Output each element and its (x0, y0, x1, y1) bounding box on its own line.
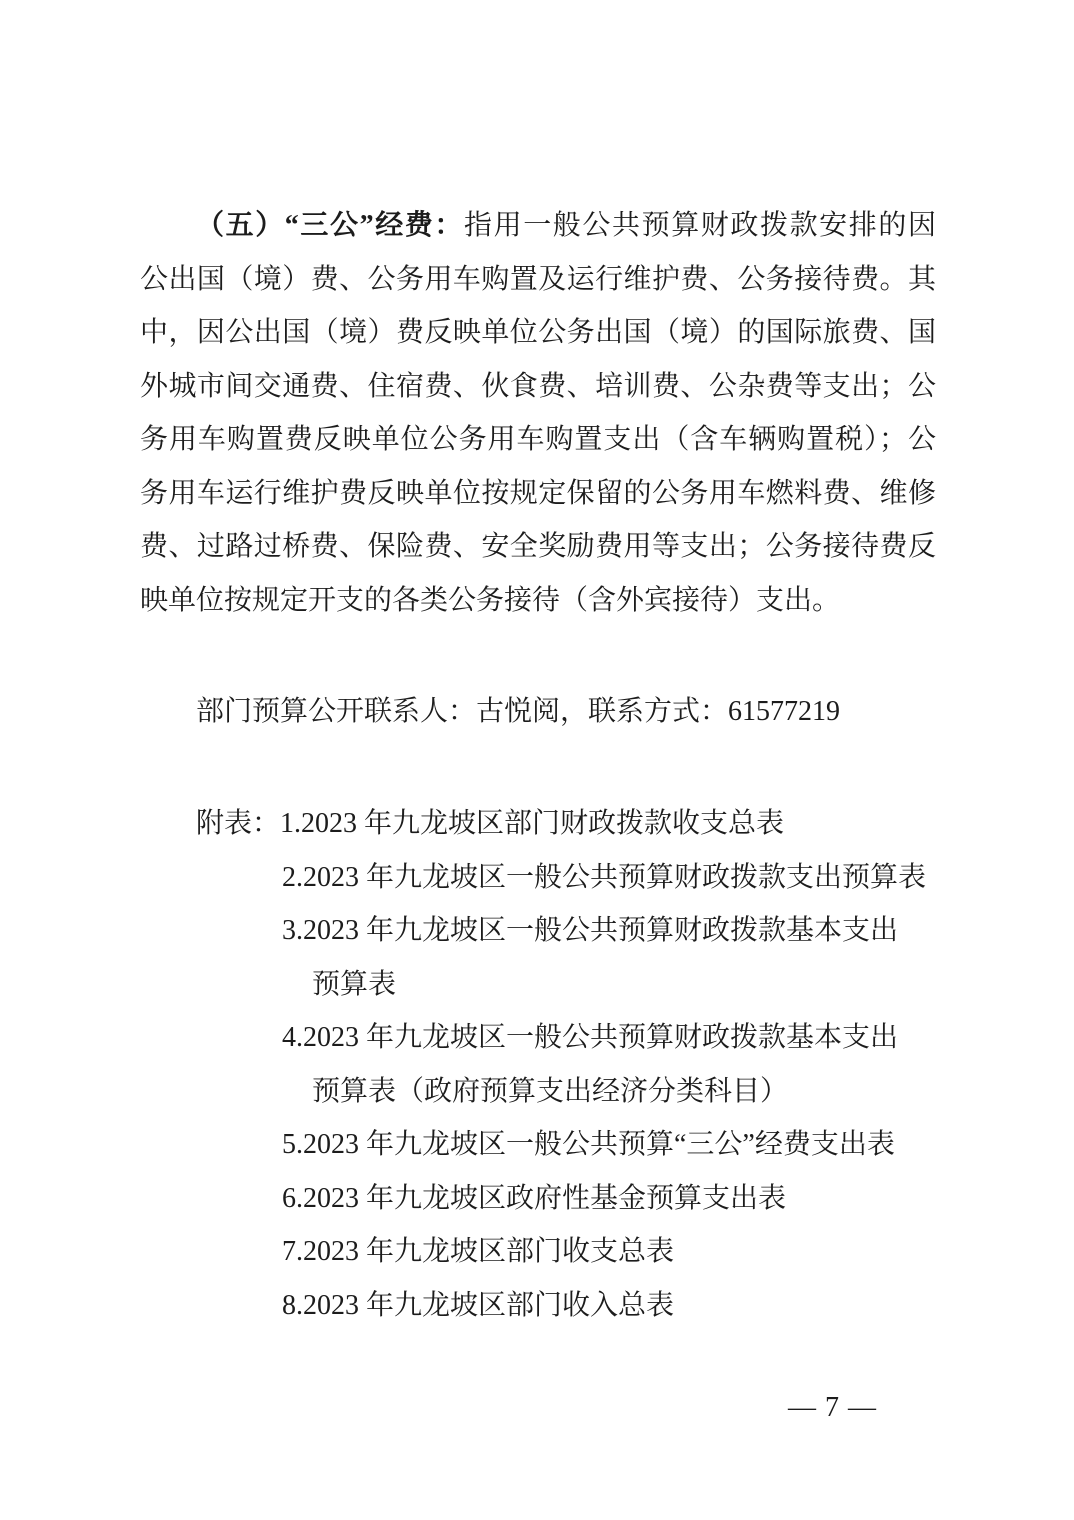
paragraph-line: 中，因公出国（境）费反映单位公务出国（境）的国际旅费、国 (140, 317, 936, 348)
attachments-label: 附表： (196, 808, 281, 839)
paragraph-line: 公出国（境）费、公务用车购置及运行维护费、公务接待费。其 (140, 263, 936, 295)
paragraph-line: 务用车购置费反映单位公务用车购置支出（含车辆购置税）；公 (140, 424, 936, 455)
san-gong-definition-paragraph (140, 199, 936, 627)
attachment-row: 7.2023 年九龙坡区部门收支总表 (282, 1236, 675, 1267)
paragraph-line (140, 199, 936, 253)
attachment-row: 4.2023 年九龙坡区一般公共预算财政拨款基本支出 (282, 1022, 899, 1053)
budget-contact-line: 部门预算公开联系人：古悦阅，联系方式：61577219 (196, 696, 841, 727)
attachment-item-text: 1.2023 年九龙坡区部门财政拨款收支总表 (280, 808, 785, 839)
page-number: — 7 — (788, 1392, 877, 1423)
paragraph-lead-bold: （五）“三公”经费： (196, 210, 464, 241)
attachment-row: 2.2023 年九龙坡区一般公共预算财政拨款支出预算表 (282, 861, 927, 893)
paragraph-line: 外城市间交通费、住宿费、伙食费、培训费、公杂费等支出；公 (140, 370, 936, 402)
attachment-row-continuation: 预算表 (312, 968, 397, 1000)
attachment-row: 8.2023 年九龙坡区部门收入总表 (282, 1289, 675, 1321)
attachment-row-continuation: 预算表（政府预算支出经济分类科目） (312, 1075, 789, 1107)
paragraph-line-text: 指用一般公共预算财政拨款安排的因 (464, 210, 936, 241)
attachment-row: 6.2023 年九龙坡区政府性基金预算支出表 (282, 1182, 787, 1214)
attachments-list (140, 797, 970, 1332)
paragraph-line: 费、过路过桥费、保险费、安全奖励费用等支出；公务接待费反 (140, 531, 936, 562)
attachment-row: 3.2023 年九龙坡区一般公共预算财政拨款基本支出 (282, 915, 899, 946)
paragraph-line: 务用车运行维护费反映单位按规定保留的公务用车燃料费、维修 (140, 477, 936, 509)
attachment-row (140, 797, 970, 851)
paragraph-line: 映单位按规定开支的各类公务接待（含外宾接待）支出。 (140, 584, 841, 616)
attachment-row: 5.2023 年九龙坡区一般公共预算“三公”经费支出表 (282, 1129, 895, 1160)
